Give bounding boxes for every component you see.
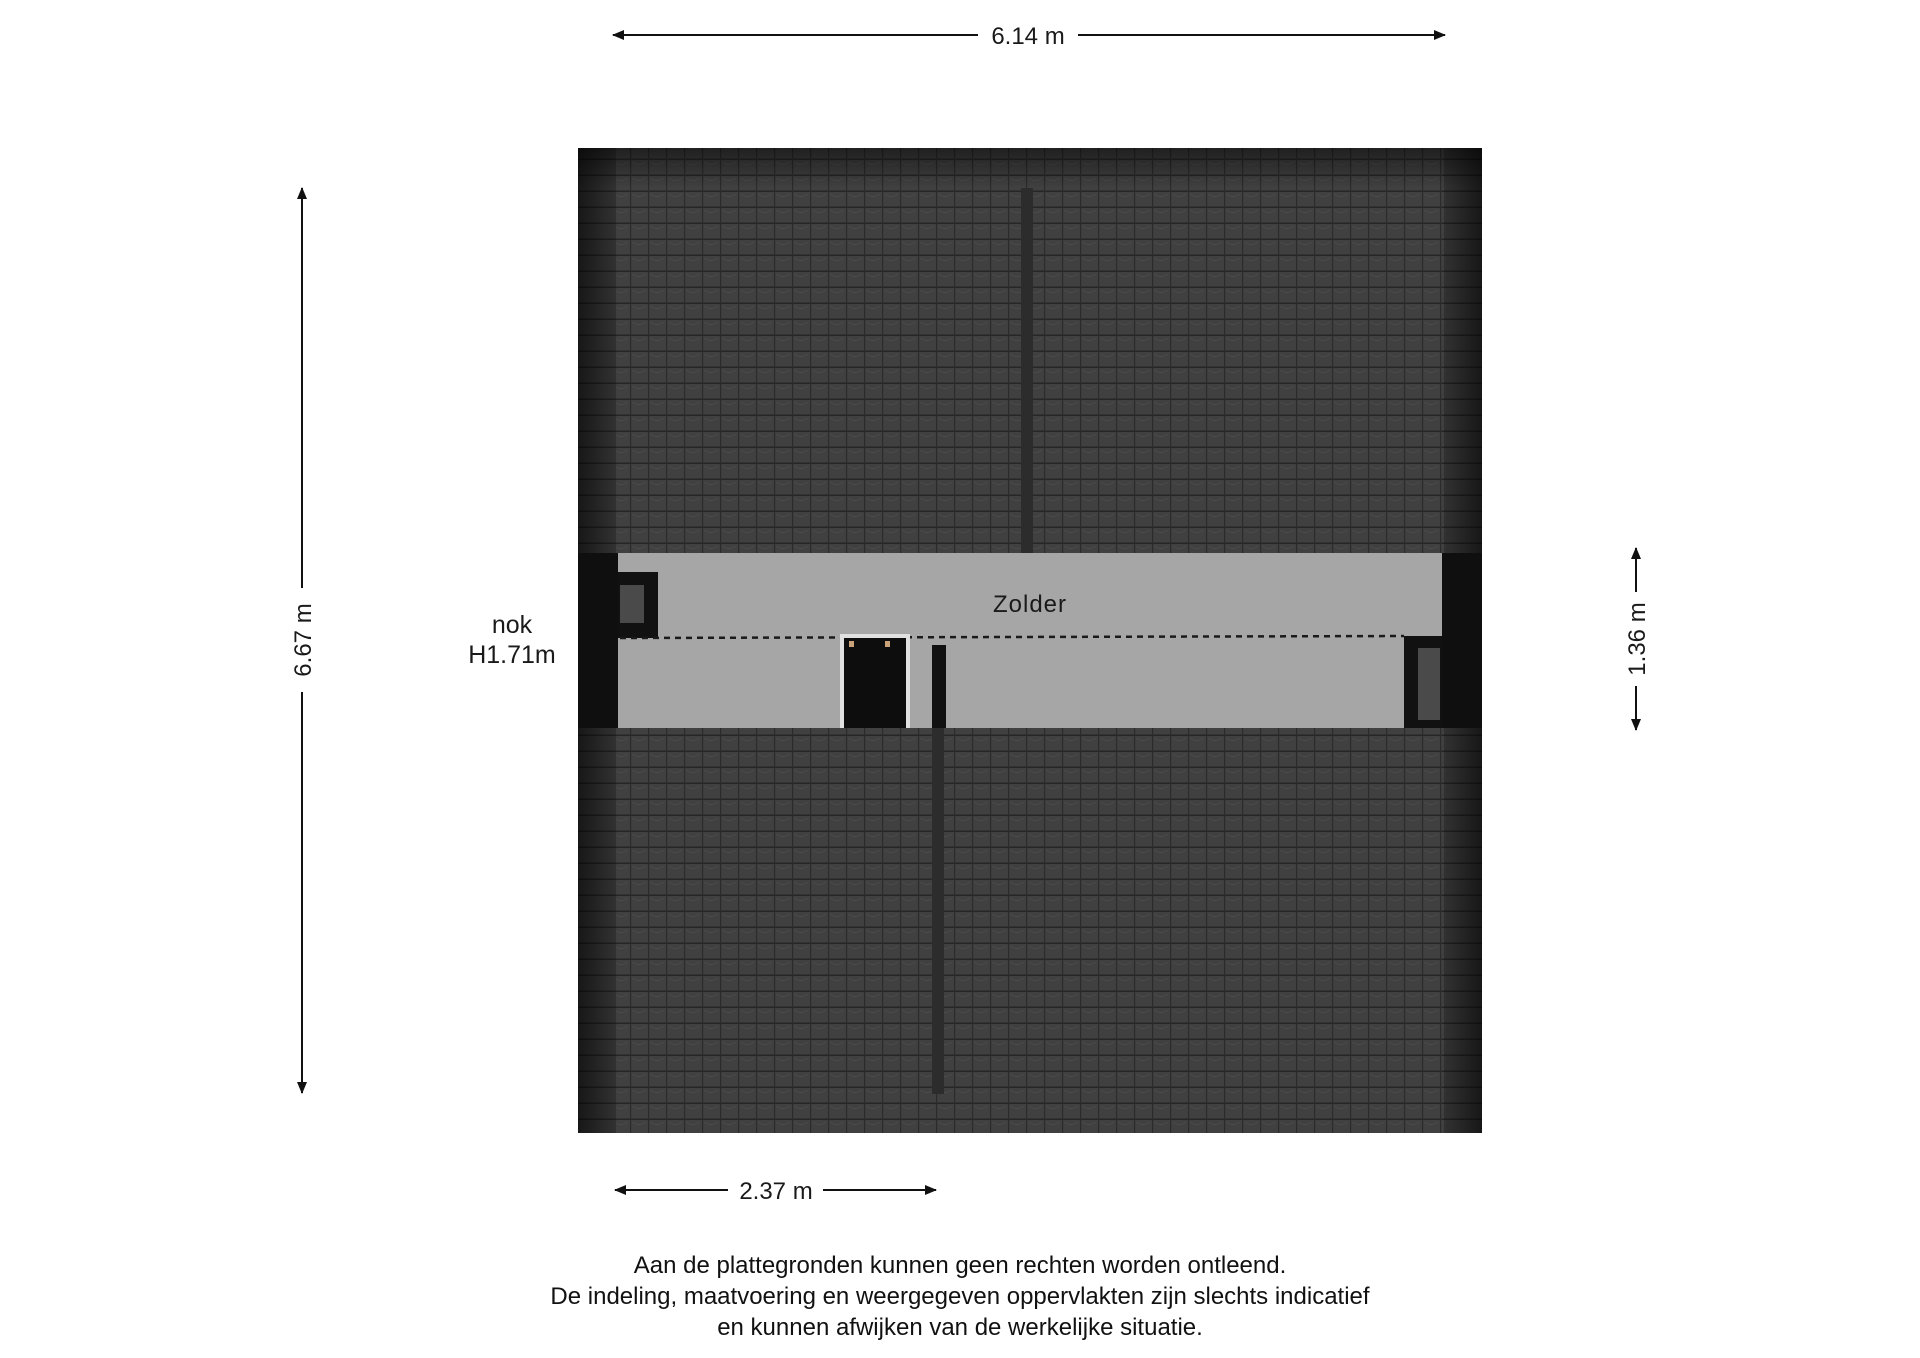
ridge-height-label (468, 611, 556, 669)
roof-post (932, 645, 946, 728)
dimension-top-width-label: 6.14 m (991, 23, 1065, 50)
disclaimer (0, 1250, 1920, 1343)
dimension-top-width (613, 23, 1445, 50)
dimension-left-height-label: 6.67 m (290, 603, 317, 677)
disclaimer-line-1: Aan de plattegronden kunnen geen rechten worden ontleend. (633, 1252, 1287, 1279)
roof-upper-slope (578, 148, 1482, 553)
dimension-right-height-label: 1.36 m (1624, 602, 1651, 676)
disclaimer-line-2: De indeling, maatvoering en weergegeven oppervlakten zijn slechts indicatief (550, 1283, 1370, 1310)
roof-rafter-line-upper (1021, 188, 1033, 553)
dimension-right-height (1624, 548, 1651, 730)
dimension-left-height (290, 188, 317, 1093)
ridge-label-line1: nok (491, 611, 533, 639)
wall-right (1442, 553, 1482, 728)
room-zolder-floor (618, 553, 1442, 728)
dimension-bottom-width-label: 2.37 m (739, 1178, 813, 1205)
disclaimer-line-3: en kunnen afwijken van de werkelijke situatie. (717, 1314, 1203, 1341)
roof-rafter-line-lower (932, 728, 944, 1094)
wall-left (578, 553, 618, 728)
room-zolder (578, 553, 1482, 728)
ridge-label-line2: H1.71m (468, 641, 556, 669)
room-zolder-label: Zolder (992, 591, 1068, 618)
roof-lower-slope (578, 728, 1482, 1133)
dimension-bottom-width (615, 1178, 936, 1205)
